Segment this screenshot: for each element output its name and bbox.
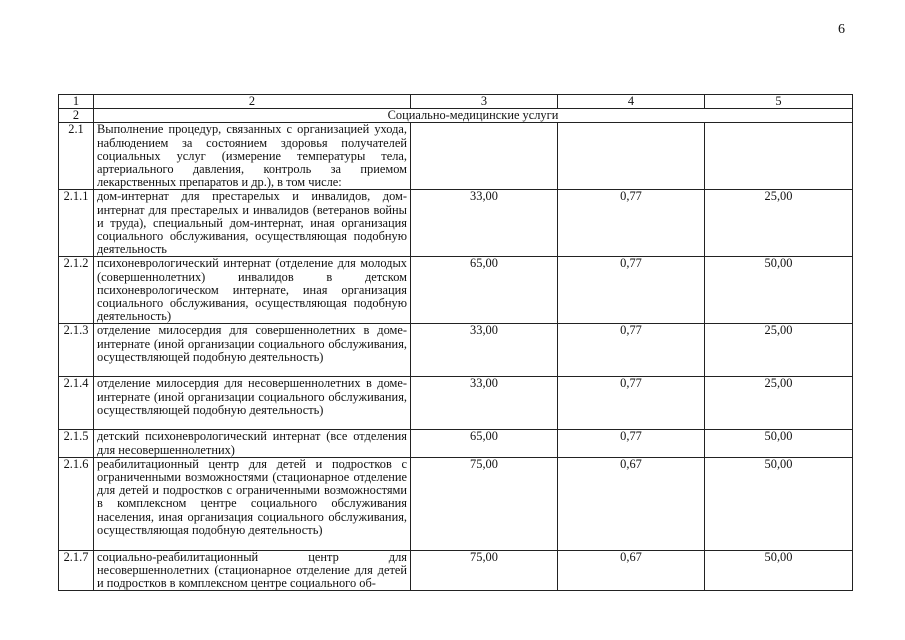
row-value-col5: 25,00 — [705, 324, 853, 377]
table-row — [59, 550, 853, 591]
column-header-5: 5 — [705, 95, 853, 109]
section-row — [59, 109, 853, 123]
row-value-col4: 0,77 — [558, 190, 705, 257]
row-number: 2.1 — [59, 123, 94, 190]
table-row — [59, 430, 853, 457]
row-value-col4: 0,77 — [558, 324, 705, 377]
row-value-col3: 33,00 — [411, 190, 558, 257]
row-value-col4: 0,77 — [558, 430, 705, 457]
row-number: 2.1.1 — [59, 190, 94, 257]
table-row — [59, 123, 853, 190]
row-number: 2.1.6 — [59, 457, 94, 550]
row-value-col5: 50,00 — [705, 257, 853, 324]
row-number: 2.1.7 — [59, 550, 94, 591]
row-value-col3: 75,00 — [411, 550, 558, 591]
table-row — [59, 257, 853, 324]
page-number: 6 — [838, 22, 845, 37]
row-description: отделение милосердия для несовершеннолетних в доме-интернате (иной организации социального обслуживания, осуществляющей подобную деятельность) — [94, 377, 411, 430]
row-value-col5: 50,00 — [705, 550, 853, 591]
column-header-row — [59, 95, 853, 109]
row-description: дом-интернат для престарелых и инвалидов, дом-интернат для престарелых и инвалидов (ветеранов войны и труда), специальный дом-интернат, иная организация социального обслуживания, осуществляющая подобную деятельность — [94, 190, 411, 257]
table-row — [59, 377, 853, 430]
row-description: психоневрологический интернат (отделение для молодых (совершеннолетних) инвалидов в детском психоневрологическом интернате, иная организация социального обслуживания, осуществляющая подобную деятельность) — [94, 257, 411, 324]
services-table — [58, 94, 853, 591]
row-number: 2.1.2 — [59, 257, 94, 324]
column-header-3: 3 — [411, 95, 558, 109]
row-number: 2.1.5 — [59, 430, 94, 457]
row-description: Выполнение процедур, связанных с организацией ухода, наблюдением за состоянием здоровья получателей социальных услуг (измерение температуры тела, артериального давления, контроль за приемом лекарственных препаратов и др.), в том числе: — [94, 123, 411, 190]
row-value-col5: 25,00 — [705, 377, 853, 430]
row-value-col4: 0,67 — [558, 550, 705, 591]
section-title: Социально-медицинские услуги — [94, 109, 853, 123]
table-row — [59, 457, 853, 550]
table-row — [59, 324, 853, 377]
row-value-col4 — [558, 123, 705, 190]
row-value-col5: 25,00 — [705, 190, 853, 257]
row-description: детский психоневрологический интернат (все отделения для несовершеннолетних) — [94, 430, 411, 457]
row-value-col5: 50,00 — [705, 430, 853, 457]
column-header-1: 1 — [59, 95, 94, 109]
row-value-col3: 33,00 — [411, 324, 558, 377]
column-header-4: 4 — [558, 95, 705, 109]
row-value-col5: 50,00 — [705, 457, 853, 550]
row-value-col5 — [705, 123, 853, 190]
row-value-col3: 65,00 — [411, 430, 558, 457]
row-value-col3: 33,00 — [411, 377, 558, 430]
section-number: 2 — [59, 109, 94, 123]
row-value-col3: 75,00 — [411, 457, 558, 550]
row-number: 2.1.4 — [59, 377, 94, 430]
table-row — [59, 190, 853, 257]
row-value-col4: 0,67 — [558, 457, 705, 550]
row-description: социально-реабилитационный центр для несовершеннолетних (стационарное отделение для детей и подростков в комплексном центре социального об- — [94, 550, 411, 591]
row-description: реабилитационный центр для детей и подростков с ограниченными возможностями (стационарное отделение для детей и подростков с ограниченными возможностями в комплексном центре социального обслуживания населения, иная организация социального обслуживания, осуществляющая подобную деятельность) — [94, 457, 411, 550]
row-value-col4: 0,77 — [558, 377, 705, 430]
row-value-col3 — [411, 123, 558, 190]
column-header-2: 2 — [94, 95, 411, 109]
row-number: 2.1.3 — [59, 324, 94, 377]
row-description: отделение милосердия для совершеннолетних в доме-интернате (иной организации социального обслуживания, осуществляющей подобную деятельность) — [94, 324, 411, 377]
row-value-col4: 0,77 — [558, 257, 705, 324]
row-value-col3: 65,00 — [411, 257, 558, 324]
